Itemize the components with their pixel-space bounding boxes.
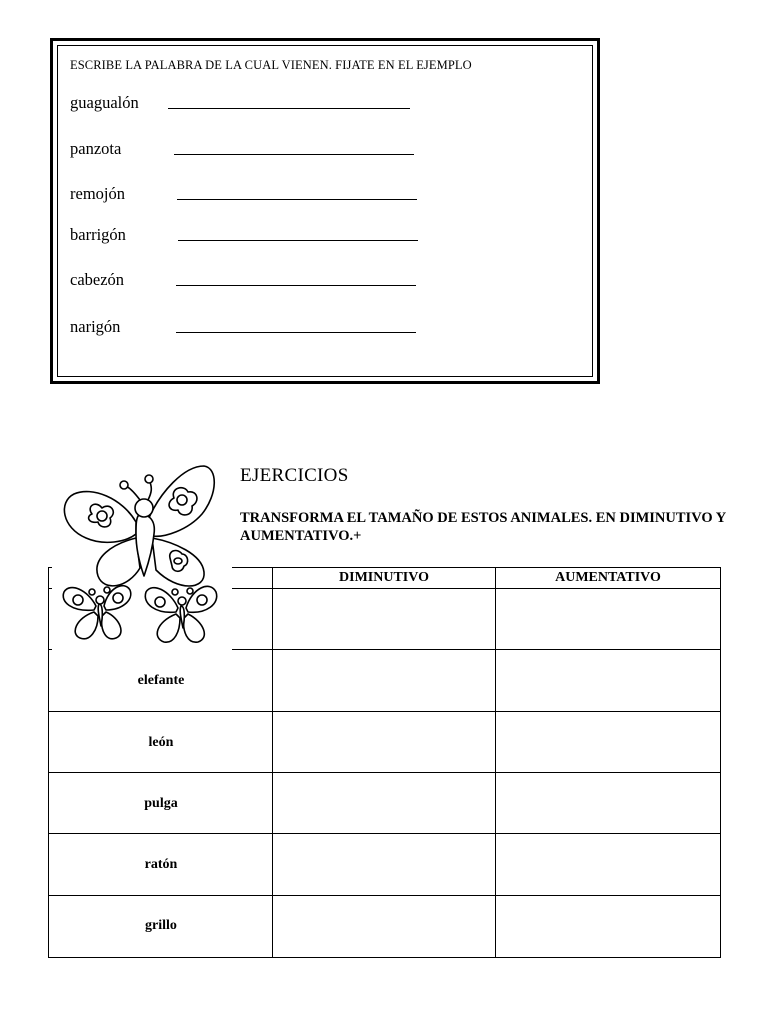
answer-cell-diminutivo[interactable] xyxy=(273,650,495,711)
word-row-cabezon xyxy=(70,270,124,290)
answer-blank[interactable] xyxy=(176,285,416,286)
answer-cell-aumentativo[interactable] xyxy=(496,834,720,895)
exercise-title: EJERCICIOS xyxy=(240,465,349,486)
word-label: cabezón xyxy=(70,270,125,289)
word-row-narigon xyxy=(70,317,120,337)
animal-label-grillo: grillo xyxy=(145,918,177,933)
table-header-diminutivo: DIMINUTIVO xyxy=(339,570,429,585)
answer-cell-diminutivo[interactable] xyxy=(273,896,495,957)
table-border-left xyxy=(48,567,49,958)
answer-blank[interactable] xyxy=(177,199,417,200)
table-header-aumentativo: AUMENTATIVO xyxy=(555,570,661,585)
word-row-barrigon xyxy=(70,225,126,245)
butterfly-icon xyxy=(52,458,232,654)
answer-cell-diminutivo[interactable] xyxy=(273,834,495,895)
word-row-guagualon xyxy=(70,93,139,113)
butterflies-illustration xyxy=(52,458,232,654)
answer-cell-aumentativo[interactable] xyxy=(496,712,720,772)
answer-cell-aumentativo[interactable] xyxy=(496,896,720,957)
word-origin-instruction: ESCRIBE LA PALABRA DE LA CUAL VIENEN. FIJATE EN EL EJEMPLO xyxy=(70,58,472,72)
exercise-instruction: TRANSFORMA EL TAMAÑO DE ESTOS ANIMALES. EN DIMINUTIVO Y AUMENTATIVO.+ xyxy=(240,510,726,544)
animal-label-leon: león xyxy=(148,735,174,750)
answer-cell-aumentativo[interactable] xyxy=(496,773,720,833)
word-origin-frame xyxy=(50,38,600,384)
word-label: remojón xyxy=(70,184,125,203)
word-label: panzota xyxy=(70,139,122,158)
word-row-remojon xyxy=(70,184,125,204)
word-origin-inner-border xyxy=(57,45,593,377)
animal-label-pulga: pulga xyxy=(144,796,178,811)
answer-blank[interactable] xyxy=(176,332,416,333)
table-border-bottom xyxy=(48,957,721,958)
answer-cell-diminutivo[interactable] xyxy=(273,589,495,649)
word-label: narigón xyxy=(70,317,121,336)
answer-cell-diminutivo[interactable] xyxy=(273,712,495,772)
answer-blank[interactable] xyxy=(178,240,418,241)
word-label: barrigón xyxy=(70,225,126,244)
animal-label-elefante: elefante xyxy=(137,673,185,688)
table-border-right xyxy=(720,567,721,958)
answer-blank[interactable] xyxy=(168,108,410,109)
answer-cell-aumentativo[interactable] xyxy=(496,650,720,711)
answer-blank[interactable] xyxy=(174,154,414,155)
answer-cell-diminutivo[interactable] xyxy=(273,773,495,833)
animal-label-raton: ratón xyxy=(144,857,178,872)
answer-cell-aumentativo[interactable] xyxy=(496,589,720,649)
word-label: guagualón xyxy=(70,93,139,112)
word-row-panzota xyxy=(70,139,121,159)
